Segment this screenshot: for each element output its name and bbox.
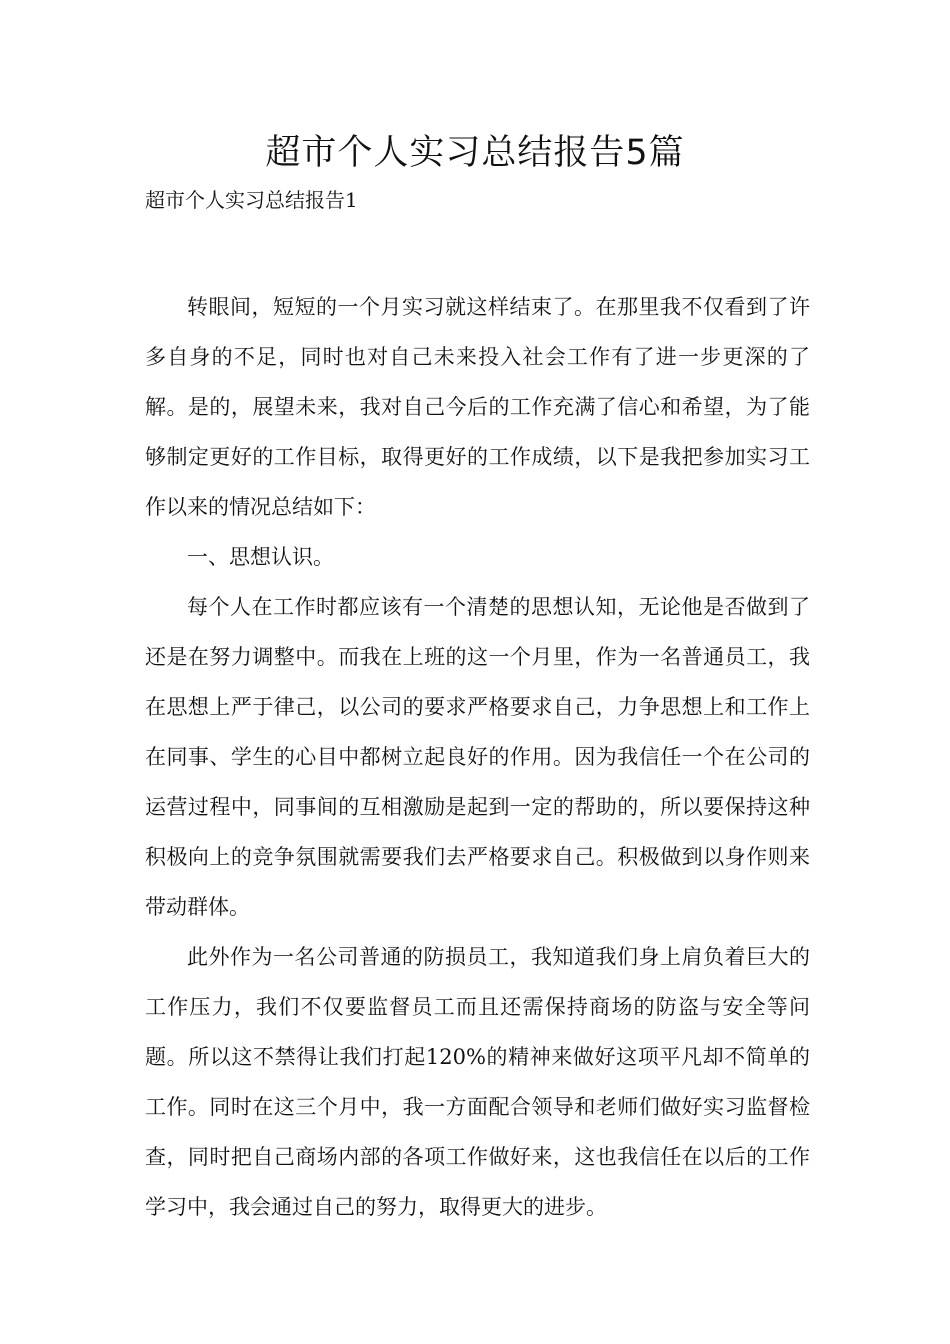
- document-title: 超市个人实习总结报告5篇: [265, 133, 685, 173]
- paragraph-loss-prevention: 此外作为一名公司普通的防损员工，我知道我们身上肩负着巨大的工作压力，我们不仅要监督员工而且还需保持商场的防盗与安全等问题。所以这不禁得让我们打起120%的精神来做好这项平凡却不简单的工作。同时在这三个月中，我一方面配合领导和老师们做好实习监督检查，同时把自己商场内部的各项工作做好来，这也我信任在以后的工作学习中，我会通过自己的努力，取得更大的进步。: [145, 945, 810, 1219]
- document-body: [145, 282, 810, 1232]
- paragraph-thought-awareness: 每个人在工作时都应该有一个清楚的思想认知，无论他是否做到了还是在努力调整中。而我在上班的这一个月里，作为一名普通员工，我在思想上严于律己，以公司的要求严格要求自己，力争思想上和工作上在同事、学生的心目中都树立起良好的作用。因为我信任一个在公司的运营过程中，同事间的互相激励是起到一定的帮助的，所以要保持这种积极向上的竞争氛围就需要我们去严格要求自己。积极做到以身作则来带动群体。: [145, 595, 810, 919]
- paragraph-intro: 转眼间，短短的一个月实习就这样结束了。在那里我不仅看到了许多自身的不足，同时也对自己未来投入社会工作有了进一步更深的了解。是的，展望未来，我对自己今后的工作充满了信心和希望，为了能够制定更好的工作目标，取得更好的工作成绩，以下是我把参加实习工作以来的情况总结如下：: [145, 295, 810, 519]
- section-subtitle: 超市个人实习总结报告1: [145, 188, 358, 212]
- paragraph-heading-thought: 一、思想认识。: [187, 545, 334, 569]
